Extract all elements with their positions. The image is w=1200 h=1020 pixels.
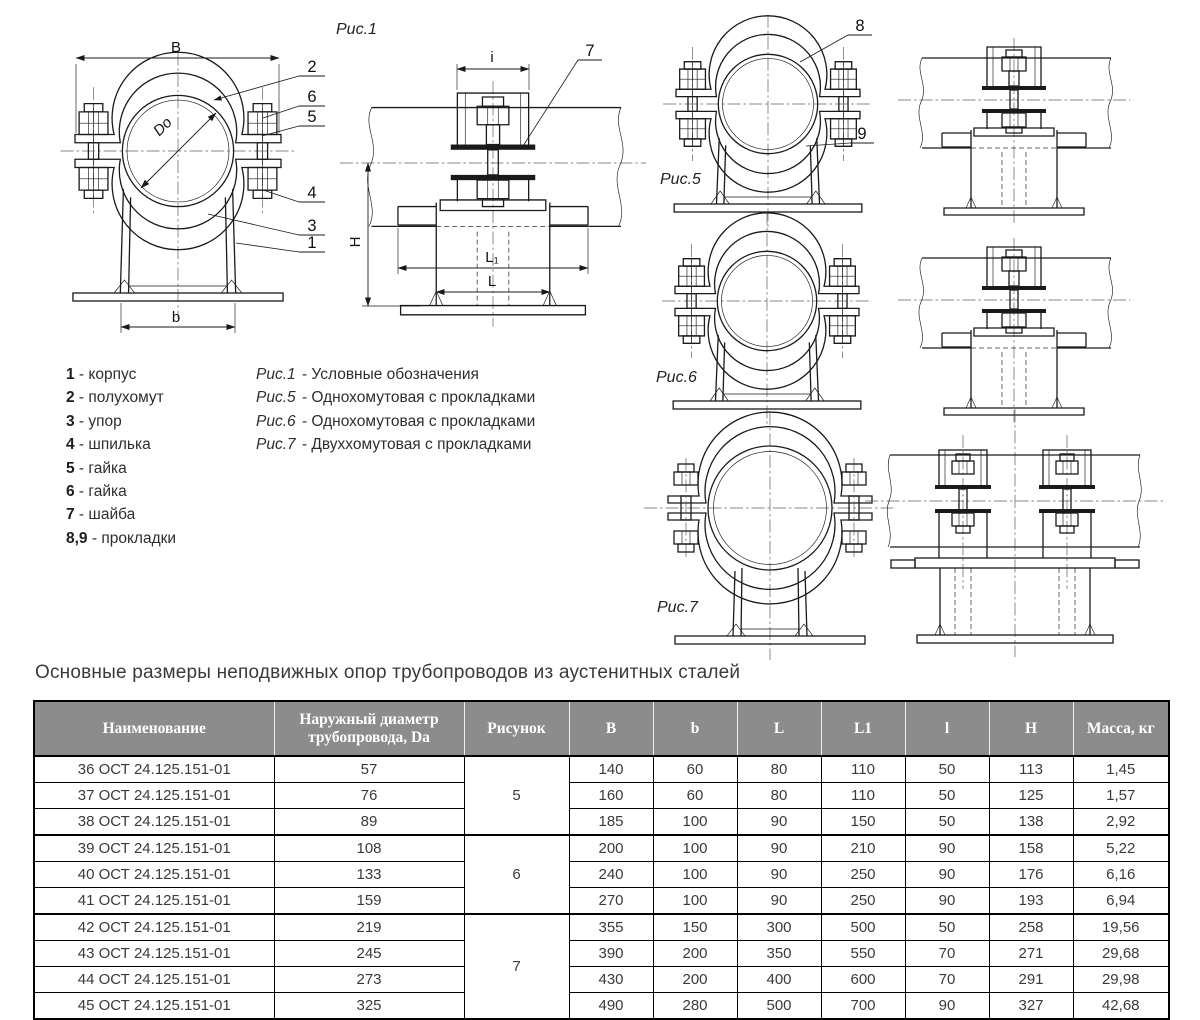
- dim-cell: 280: [653, 993, 737, 1020]
- dim-cell: 100: [653, 888, 737, 915]
- mass-cell: 5,22: [1073, 835, 1169, 862]
- dim-cell: 355: [569, 914, 653, 941]
- dim-cell: 500: [821, 914, 905, 941]
- diameter-cell: 273: [274, 967, 464, 993]
- callout-9: 9: [857, 125, 867, 143]
- figure-cell: 5: [464, 756, 569, 835]
- dim-cell: 158: [989, 835, 1073, 862]
- dim-cell: 70: [905, 967, 989, 993]
- dim-cell: 390: [569, 941, 653, 967]
- dim-cell: 80: [737, 756, 821, 783]
- name-cell: 43 ОСТ 24.125.151-01: [34, 941, 274, 967]
- column-header: l: [905, 701, 989, 756]
- callout-5: 5: [307, 108, 317, 126]
- dim-cell: 210: [821, 835, 905, 862]
- dim-cell: 125: [989, 783, 1073, 809]
- dim-Do-label: Do: [150, 114, 176, 140]
- table-row: [34, 941, 1169, 967]
- dim-cell: 185: [569, 809, 653, 836]
- dim-cell: 200: [569, 835, 653, 862]
- dim-cell: 250: [821, 862, 905, 888]
- name-cell: 42 ОСТ 24.125.151-01: [34, 914, 274, 941]
- table-header: [34, 701, 1169, 756]
- figure-caption: Рис.6 - Однохомутовая с прокладками: [256, 412, 536, 430]
- mass-cell: 6,16: [1073, 862, 1169, 888]
- dim-cell: 90: [905, 835, 989, 862]
- diameter-cell: 57: [274, 756, 464, 783]
- dim-L1-label: L₁: [485, 249, 499, 266]
- dim-cell: 240: [569, 862, 653, 888]
- callout-4: 4: [307, 184, 317, 202]
- mass-cell: 1,45: [1073, 756, 1169, 783]
- figure-cell: 7: [464, 914, 569, 1019]
- column-header: Наружный диаметр трубопровода, Da: [274, 701, 464, 756]
- mass-cell: 19,56: [1073, 914, 1169, 941]
- fig7-front-view: [644, 412, 896, 660]
- mass-cell: 6,94: [1073, 888, 1169, 915]
- table-row: [34, 756, 1169, 783]
- dim-cell: 90: [737, 835, 821, 862]
- table-body: [34, 756, 1169, 1019]
- dim-cell: 700: [821, 993, 905, 1020]
- dim-cell: 400: [737, 967, 821, 993]
- column-header: H: [989, 701, 1073, 756]
- legend-item: 7 - шайба: [66, 506, 136, 524]
- dim-cell: 291: [989, 967, 1073, 993]
- callout-6: 6: [307, 88, 317, 106]
- column-header: L: [737, 701, 821, 756]
- dim-cell: 50: [905, 809, 989, 836]
- table-row: [34, 993, 1169, 1020]
- dim-B-label: B: [170, 39, 182, 56]
- mass-cell: 1,57: [1073, 783, 1169, 809]
- fig7-side-view: [865, 409, 1165, 657]
- figure-caption: Рис.5 - Однохомутовая с прокладками: [256, 389, 536, 407]
- front-view-main: [61, 52, 296, 319]
- table-row: [34, 862, 1169, 888]
- figure-captions: [256, 366, 535, 460]
- dim-cell: 270: [569, 888, 653, 915]
- diameter-cell: 133: [274, 862, 464, 888]
- dim-cell: 250: [821, 888, 905, 915]
- dim-cell: 90: [905, 862, 989, 888]
- diameter-cell: 245: [274, 941, 464, 967]
- dimensions-table: [33, 700, 1170, 1020]
- name-cell: 45 ОСТ 24.125.151-01: [34, 993, 274, 1020]
- table-row: [34, 914, 1169, 941]
- dim-cell: 200: [653, 941, 737, 967]
- dim-cell: 110: [821, 783, 905, 809]
- diameter-cell: 325: [274, 993, 464, 1020]
- column-header: Масса, кг: [1073, 701, 1169, 756]
- dim-cell: 490: [569, 993, 653, 1020]
- fig7-label: Рис.7: [657, 599, 698, 616]
- mass-cell: 29,68: [1073, 941, 1169, 967]
- dim-cell: 200: [653, 967, 737, 993]
- dim-cell: 271: [989, 941, 1073, 967]
- dim-cell: 80: [737, 783, 821, 809]
- legend-item: 6 - гайка: [66, 482, 127, 500]
- table-row: [34, 783, 1169, 809]
- dim-cell: 300: [737, 914, 821, 941]
- fig5-label: Рис.5: [660, 171, 701, 188]
- dim-cell: 100: [653, 809, 737, 836]
- mass-cell: 29,98: [1073, 967, 1169, 993]
- dim-cell: 113: [989, 756, 1073, 783]
- name-cell: 37 ОСТ 24.125.151-01: [34, 783, 274, 809]
- column-header: B: [569, 701, 653, 756]
- column-header: L1: [821, 701, 905, 756]
- fig6-side-view: [898, 238, 1130, 424]
- name-cell: 39 ОСТ 24.125.151-01: [34, 835, 274, 862]
- table-row: [34, 967, 1169, 993]
- dim-cell: 430: [569, 967, 653, 993]
- dim-cell: 90: [737, 809, 821, 836]
- table-row: [34, 888, 1169, 915]
- dim-cell: 90: [737, 862, 821, 888]
- diameter-cell: 219: [274, 914, 464, 941]
- parts-legend: [66, 366, 176, 553]
- fig1-label: Рис.1: [336, 21, 377, 38]
- dim-cell: 110: [821, 756, 905, 783]
- legend-item: 2 - полухомут: [66, 389, 164, 407]
- dim-cell: 138: [989, 809, 1073, 836]
- dim-cell: 90: [905, 993, 989, 1020]
- table-title: Основные размеры неподвижных опор трубопроводов из аустенитных сталей: [35, 662, 741, 683]
- dim-cell: 550: [821, 941, 905, 967]
- dim-cell: 50: [905, 914, 989, 941]
- dim-cell: 500: [737, 993, 821, 1020]
- dim-cell: 150: [653, 914, 737, 941]
- header-row: [34, 701, 1169, 756]
- callout-3: 3: [307, 217, 317, 235]
- dim-cell: 100: [653, 835, 737, 862]
- callout-8: 8: [855, 17, 865, 35]
- table-row: [34, 809, 1169, 836]
- dim-cell: 176: [989, 862, 1073, 888]
- diameter-cell: 76: [274, 783, 464, 809]
- dim-cell: 258: [989, 914, 1073, 941]
- mass-cell: 2,92: [1073, 809, 1169, 836]
- fig5-front-view: [663, 15, 873, 230]
- name-cell: 40 ОСТ 24.125.151-01: [34, 862, 274, 888]
- dim-cell: 193: [989, 888, 1073, 915]
- figure-cell: 6: [464, 835, 569, 914]
- legend-item: 3 - упор: [66, 412, 122, 430]
- callout-2: 2: [307, 58, 317, 76]
- mass-cell: 42,68: [1073, 993, 1169, 1020]
- dim-cell: 150: [821, 809, 905, 836]
- name-cell: 44 ОСТ 24.125.151-01: [34, 967, 274, 993]
- legend-item: 4 - шпилька: [66, 436, 151, 454]
- name-cell: 41 ОСТ 24.125.151-01: [34, 888, 274, 915]
- diameter-cell: 159: [274, 888, 464, 915]
- figure-caption: Рис.1 - Условные обозначения: [256, 366, 479, 383]
- callout-1: 1: [307, 234, 317, 252]
- dim-cell: 60: [653, 756, 737, 783]
- column-header: Наименование: [34, 701, 274, 756]
- dim-H-label: H: [347, 236, 364, 248]
- dim-cell: 50: [905, 756, 989, 783]
- figure-caption: Рис.7 - Двуххомутовая с прокладками: [256, 436, 532, 454]
- dim-cell: 140: [569, 756, 653, 783]
- dim-cell: 350: [737, 941, 821, 967]
- column-header: Рисунок: [464, 701, 569, 756]
- callout-7: 7: [585, 42, 595, 60]
- table-row: [34, 835, 1169, 862]
- dim-i-label: i: [490, 49, 494, 66]
- legend-item: 1 - корпус: [66, 366, 137, 383]
- dim-cell: 90: [737, 888, 821, 915]
- diameter-cell: 108: [274, 835, 464, 862]
- dim-L-label: L: [487, 273, 497, 290]
- diameter-cell: 89: [274, 809, 464, 836]
- dim-cell: 100: [653, 862, 737, 888]
- dim-cell: 160: [569, 783, 653, 809]
- name-cell: 38 ОСТ 24.125.151-01: [34, 809, 274, 836]
- dim-cell: 70: [905, 941, 989, 967]
- dim-cell: 90: [905, 888, 989, 915]
- dim-b-label: b: [171, 309, 181, 326]
- fig5-side-view: [898, 38, 1130, 224]
- dim-cell: 600: [821, 967, 905, 993]
- legend-item: 8,9 - прокладки: [66, 529, 177, 547]
- dim-cell: 50: [905, 783, 989, 809]
- dim-cell: 60: [653, 783, 737, 809]
- name-cell: 36 ОСТ 24.125.151-01: [34, 756, 274, 783]
- legend-item: 5 - гайка: [66, 459, 127, 477]
- fig6-label: Рис.6: [656, 369, 697, 386]
- column-header: b: [653, 701, 737, 756]
- fig6-front-view: [662, 212, 872, 427]
- dim-cell: 327: [989, 993, 1073, 1020]
